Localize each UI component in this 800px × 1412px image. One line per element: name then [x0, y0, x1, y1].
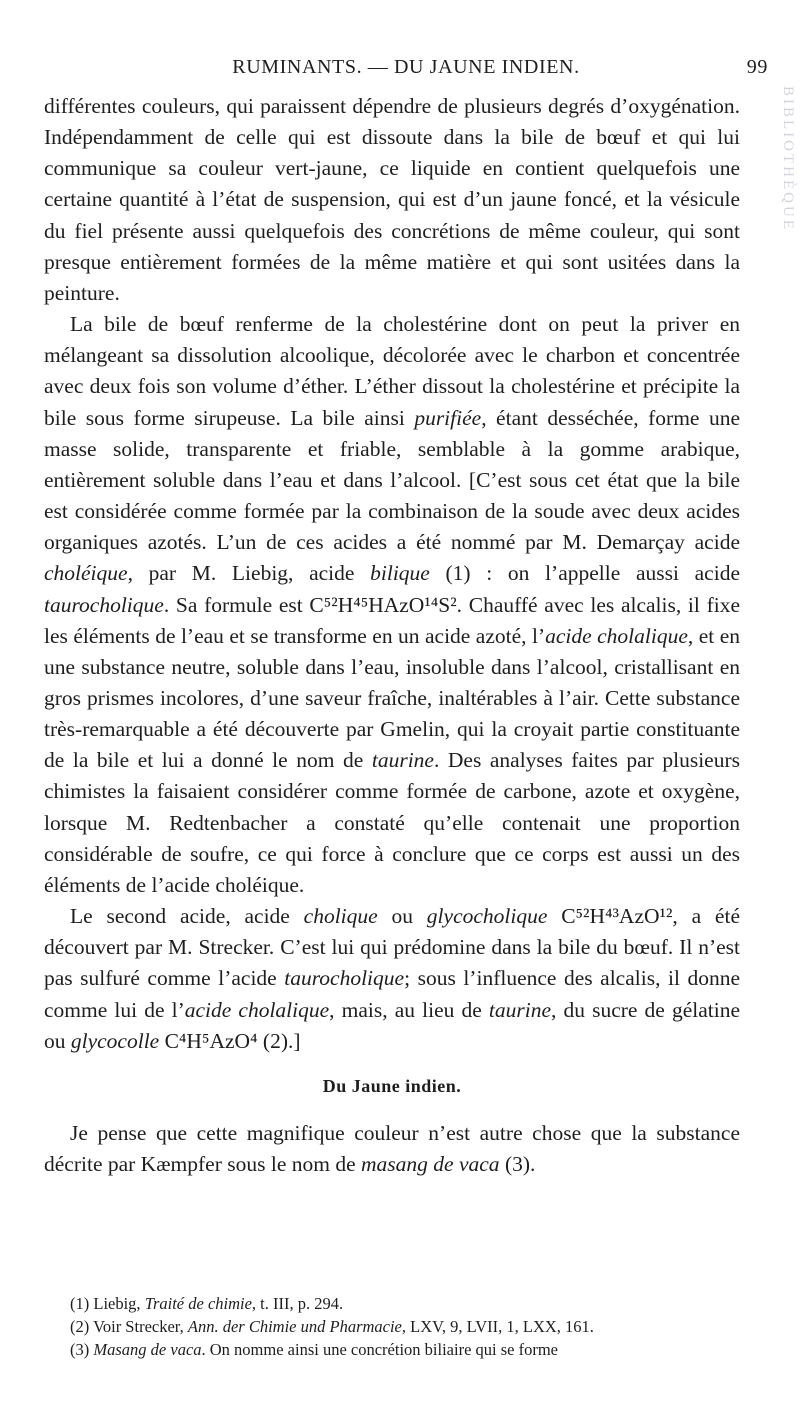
footnote-3: (3) Masang de vaca. On nomme ainsi une concrétion biliaire qui se forme [70, 1340, 558, 1359]
footnote-2: (2) Voir Strecker, Ann. der Chimie und Pharmacie, LXV, 9, LVII, 1, LXX, 161. [70, 1317, 594, 1336]
footnotes [44, 1292, 740, 1361]
section-heading: Du Jaune indien. [322, 1075, 462, 1096]
running-header [44, 56, 768, 86]
paragraph: différentes couleurs, qui paraissent dépendre de plusieurs degrés d’oxygénation. Indépendamment de celle qui est dissoute dans la bile de bœuf et qui lui communique sa couleur vert-jaune, ce liquide en contient quelquefois une certaine quantité à l’état de suspension, qui est d’un jaune foncé, et la vésicule du fiel présente aussi quelquefois des concrétions de même couleur, qui sont presque entièrement formées de la même matière et qui sont usitées dans la peinture. [44, 94, 740, 305]
paragraph: La bile de bœuf renferme de la cholestérine dont on peut la priver en mélangeant sa dissolution alcoolique, décolorée avec le charbon et concentrée avec deux fois son volume d’éther. L’éther dissout la cholestérine et précipite la bile sous forme sirupeuse. La bile ainsi purifiée, étant desséchée, forme une masse solide, transparente et friable, semblable à la gomme arabique, entièrement soluble dans l’eau et dans l’alcool. [C’est sous cet état que la bile est considérée comme formée par la combinaison de la soude avec deux acides organiques azotés. L’un de ces acides a été nommé par M. Demarçay acide choléique, par M. Liebig, acide bilique (1) : on l’appelle aussi acide taurocholique. Sa formule est C⁵²H⁴⁵HAzO¹⁴S². Chauffé avec les alcalis, il fixe les éléments de l’eau et se transforme en un acide azoté, l’acide cholalique, et en une substance neutre, soluble dans l’eau, insoluble dans l’alcool, cristallisant en gros prismes incolores, d’une saveur fraîche, inaltérables à l’air. Cette substance très-remarquable a été découverte par Gmelin, qui la croyait partie constituante de la bile et lui a donné le nom de taurine. Des analyses faites par plusieurs chimistes la faisaient considérer comme formée de carbone, azote et oxygène, lorsque M. Redtenbacher a constaté qu’elle contenait une proportion considérable de soufre, ce qui force à conclure que ce corps est aussi un des éléments de l’acide choléique. [44, 312, 740, 897]
library-stamp: BIBLIOTHÈQUE [780, 86, 796, 232]
main-text [44, 91, 740, 1180]
page-number: 99 [746, 56, 768, 78]
footnote-1: (1) Liebig, Traité de chimie, t. III, p. 294. [70, 1294, 344, 1313]
running-title: RUMINANTS. — DU JAUNE INDIEN. [232, 56, 580, 78]
paragraph: Le second acide, acide cholique ou glycocholique C⁵²H⁴³AzO¹², a été découvert par M. Strecker. C’est lui qui prédomine dans la bile du bœuf. Il n’est pas sulfuré comme l’acide taurocholique; sous l’influence des alcalis, il donne comme lui de l’acide cholalique, mais, au lieu de taurine, du sucre de gélatine ou glycocolle C⁴H⁵AzO⁴ (2).] [44, 904, 741, 1053]
paragraph: Je pense que cette magnifique couleur n’est autre chose que la substance décrite par Kæmpfer sous le nom de masang de vaca (3). [44, 1121, 740, 1177]
